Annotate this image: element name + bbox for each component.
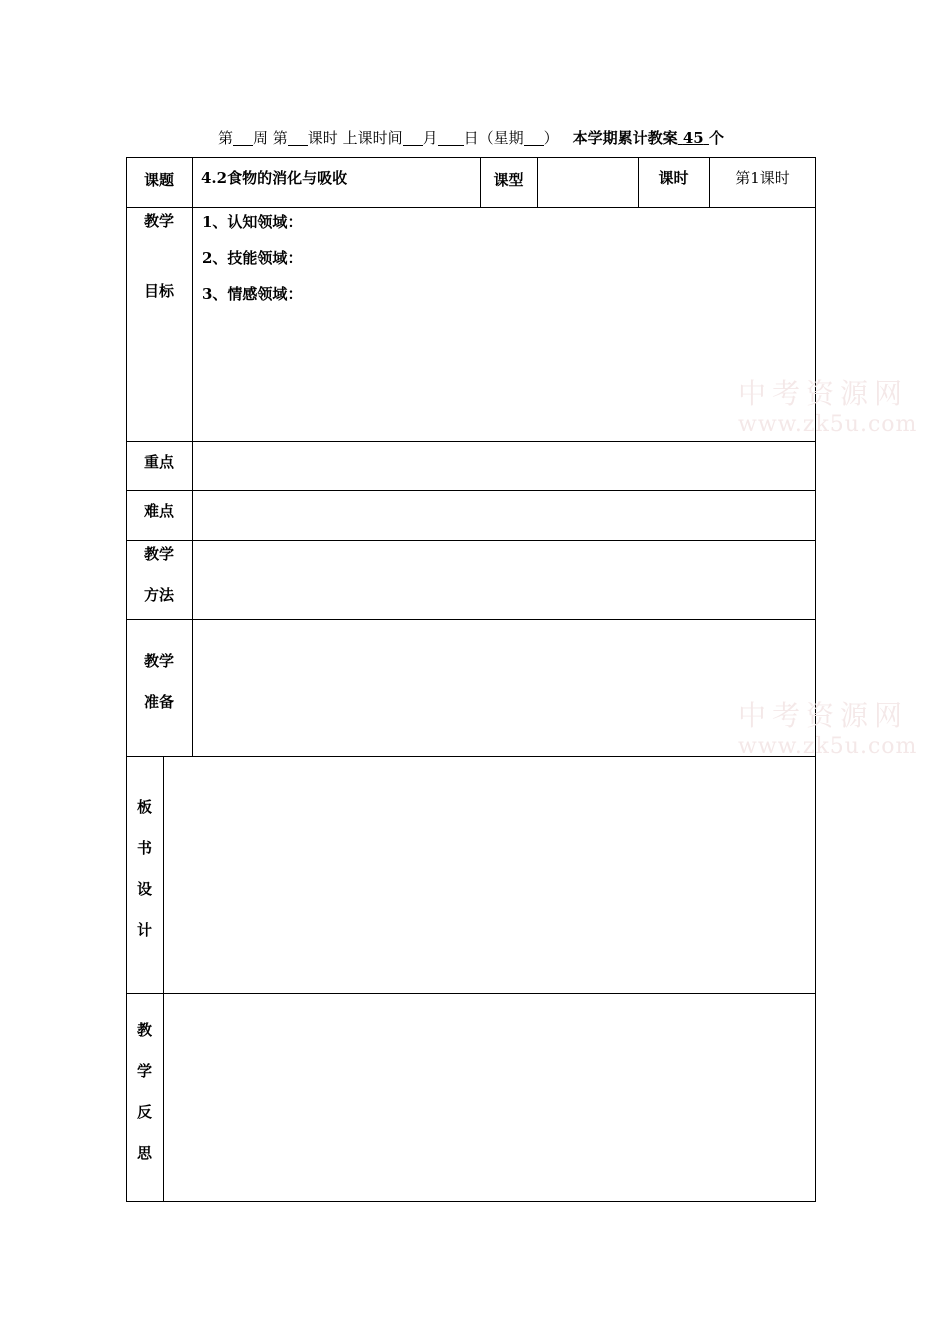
topic-value: 4.2食物的消化与吸收 (201, 169, 348, 187)
reflection-label: 教 学 反 思 (136, 1021, 152, 1162)
watermark: 中考资源网 www.zk5u.com (738, 699, 918, 759)
objective-skill: 2、技能领域： (202, 249, 303, 267)
period-label: 课时 (658, 169, 689, 187)
lesson-plan-table (126, 157, 816, 1202)
day-blank (438, 130, 464, 146)
period-blank (288, 130, 308, 146)
period-value: 第1课时 (735, 169, 790, 187)
row-divider (126, 993, 816, 994)
column-divider (192, 157, 193, 756)
row-divider (126, 756, 816, 757)
header-week-period: 周 第 (253, 129, 288, 147)
objective-cognitive: 1、认知领域： (202, 213, 303, 231)
row-divider (126, 619, 816, 620)
header-day-weekday: 日（星期 (463, 129, 524, 147)
row-divider (126, 441, 816, 442)
week-blank (233, 130, 253, 146)
objectives-label: 教学 目标 (143, 212, 174, 300)
board-design-label: 板 书 设 计 (136, 798, 152, 939)
header-month: 月 (422, 129, 438, 147)
topic-label: 课题 (143, 171, 174, 189)
objective-affective: 3、情感领域： (202, 285, 303, 303)
row-divider (126, 490, 816, 491)
month-blank (403, 130, 423, 146)
cumulative-suffix: 个 (708, 129, 724, 147)
difficulties-label: 难点 (143, 502, 174, 520)
lesson-type-label: 课型 (493, 171, 524, 189)
column-divider (537, 157, 538, 207)
row-divider (126, 207, 816, 208)
key-points-label: 重点 (143, 453, 174, 471)
header-class-time: 课时 上课时间 (307, 129, 403, 147)
weekday-blank (524, 130, 544, 146)
column-divider (163, 756, 164, 1202)
preparation-label: 教学 准备 (143, 652, 174, 711)
header-close-paren: ） (543, 129, 559, 147)
watermark: 中考资源网 www.zk5u.com (738, 377, 918, 437)
cumulative-value: 45 (682, 129, 704, 147)
header-week-prefix: 第 (218, 129, 234, 147)
method-label: 教学 方法 (143, 545, 174, 604)
cumulative-label: 本学期累计教案 (572, 129, 678, 147)
row-divider (126, 540, 816, 541)
lesson-plan-header (126, 127, 816, 148)
